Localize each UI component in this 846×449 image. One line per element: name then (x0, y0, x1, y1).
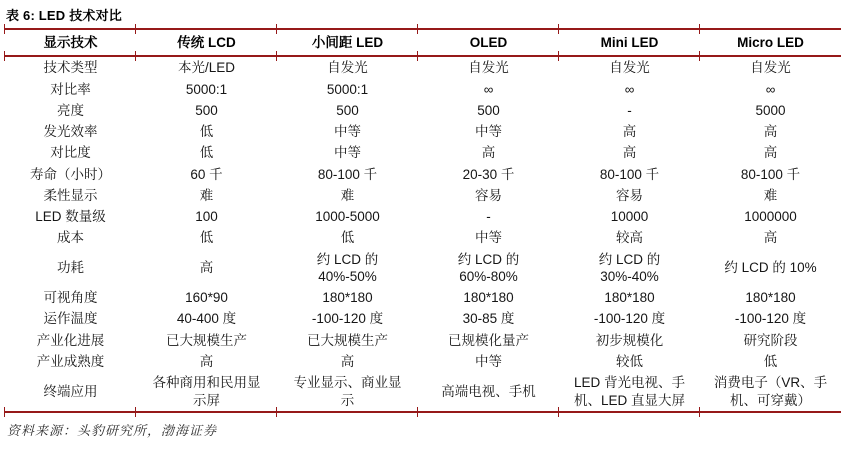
row-label: 运作温度 (43, 311, 98, 327)
table-cell: 160*90 (185, 290, 228, 306)
row-label: 成本 (57, 230, 84, 246)
table-cell: 约 LCD 的 30%-40% (598, 251, 661, 284)
table-cell: 较低 (616, 353, 643, 369)
table-row (5, 351, 841, 372)
table-row (5, 287, 841, 308)
table-cell: 高 (763, 124, 778, 140)
table-cell: 100 (195, 209, 218, 225)
table-cell: 难 (340, 187, 355, 203)
table-row (5, 206, 841, 227)
table-cell: 中等 (475, 124, 502, 140)
table-body (5, 56, 841, 412)
row-label: LED 数量级 (35, 209, 106, 225)
row-label: 产业成熟度 (36, 353, 105, 369)
column-header: OLED (418, 29, 559, 56)
column-header: 小间距 LED (277, 29, 418, 56)
row-label: 产业化进展 (36, 332, 105, 348)
table-cell: 高 (622, 145, 637, 161)
row-label: 寿命（小时） (30, 166, 111, 182)
table-row (5, 142, 841, 163)
table-cell: 自发光 (468, 60, 509, 76)
table-cell: 难 (199, 187, 214, 203)
table-cell: 80-100 千 (599, 166, 660, 182)
row-label: 对比度 (50, 145, 91, 161)
table-row (5, 330, 841, 351)
column-header: 传统 LCD (136, 29, 277, 56)
table-cell: 500 (195, 102, 218, 118)
table-cell: 各种商用和民用显示屏 (136, 372, 277, 412)
table-cell: 5000 (755, 102, 786, 118)
table-row (5, 372, 841, 412)
table-cell: 高 (622, 124, 637, 140)
table-cell: 20-30 千 (462, 166, 515, 182)
table-title: 表 6: LED 技术对比 (6, 8, 122, 23)
row-label: 技术类型 (43, 60, 98, 76)
table-cell: 中等 (475, 353, 502, 369)
table-cell: 40-400 度 (176, 311, 237, 327)
table-row (5, 249, 841, 288)
table-cell: 专业显示、商业显示 (277, 372, 418, 412)
table-cell: 自发光 (750, 60, 791, 76)
column-header: Micro LED (700, 29, 841, 56)
table-cell: 低 (340, 230, 355, 246)
table-cell: -100-120 度 (311, 311, 384, 327)
table-cell: - (486, 209, 491, 225)
table-cell: 低 (763, 353, 778, 369)
table-cell: 自发光 (609, 60, 650, 76)
table-cell: 中等 (334, 124, 361, 140)
table-cell: 难 (763, 187, 778, 203)
column-header: Mini LED (559, 29, 700, 56)
table-cell: 约 LCD 的 60%-80% (457, 251, 520, 284)
table-cell: 自发光 (327, 60, 368, 76)
table-cell: 本光/LED (177, 60, 235, 76)
table-cell: 初步规模化 (595, 332, 664, 348)
table-header-row (5, 29, 841, 56)
table-cell: 容易 (475, 187, 502, 203)
table-cell: 高 (763, 230, 778, 246)
table-cell: 高 (199, 260, 214, 276)
table-cell: 80-100 千 (740, 166, 801, 182)
table-row (5, 227, 841, 248)
row-label: 可视角度 (43, 290, 98, 306)
table-cell: ∞ (765, 81, 776, 97)
table-cell: 低 (199, 145, 214, 161)
table-cell: 180*180 (745, 290, 796, 306)
row-label: 发光效率 (43, 124, 98, 140)
table-cell: 低 (199, 230, 214, 246)
table-cell: 已大规模生产 (307, 332, 388, 348)
table-cell: 高 (763, 145, 778, 161)
table-cell: 容易 (616, 187, 643, 203)
table-cell: 高 (199, 353, 214, 369)
table-cell: 高端电视、手机 (418, 372, 559, 412)
table-cell: 低 (199, 124, 214, 140)
table-cell: 已大规模生产 (166, 332, 247, 348)
table-cell: 10000 (610, 209, 649, 225)
table-cell: 中等 (475, 230, 502, 246)
table-cell: 180*180 (604, 290, 655, 306)
table-cell: 高 (340, 353, 355, 369)
table-cell: 消费电子（VR、手机、可穿戴） (700, 372, 841, 412)
table-cell: 较高 (616, 230, 643, 246)
table-row (5, 56, 841, 78)
table-cell: 30-85 度 (462, 311, 515, 327)
table-row (5, 100, 841, 121)
table-cell: 500 (336, 102, 359, 118)
table-cell: 1000000 (744, 209, 797, 225)
row-label: 对比率 (50, 81, 91, 97)
table-cell: 500 (477, 102, 500, 118)
table-cell: 中等 (334, 145, 361, 161)
table-row (5, 164, 841, 185)
table-cell: 已规模化量产 (448, 332, 529, 348)
table-cell: - (627, 102, 632, 118)
table-cell: 约 LCD 的 10% (724, 260, 817, 276)
table-cell: 5000:1 (326, 81, 369, 97)
table-cell: ∞ (483, 81, 494, 97)
row-label: 柔性显示 (43, 187, 98, 203)
table-row (5, 79, 841, 100)
table-cell: 1000-5000 (315, 209, 380, 225)
table-cell: ∞ (624, 81, 635, 97)
table-cell: 180*180 (463, 290, 514, 306)
table-cell: 60 千 (190, 166, 223, 182)
source-note: 资料来源：头豹研究所，渤海证券 (7, 422, 218, 438)
table-cell: 研究阶段 (743, 332, 798, 348)
comparison-table (5, 28, 841, 413)
table-cell: LED 背光电视、手机、LED 直显大屏 (559, 372, 700, 412)
table-row (5, 185, 841, 206)
row-label: 亮度 (57, 102, 84, 118)
table-cell: -100-120 度 (734, 311, 807, 327)
table-cell: 5000:1 (185, 81, 228, 97)
table-cell: -100-120 度 (593, 311, 666, 327)
table-cell: 高 (481, 145, 496, 161)
row-label: 功耗 (57, 260, 84, 276)
column-header: 显示技术 (5, 29, 136, 56)
table-cell: 约 LCD 的 40%-50% (316, 251, 379, 284)
table-cell: 80-100 千 (317, 166, 378, 182)
table-row (5, 121, 841, 142)
row-label: 终端应用 (5, 372, 136, 412)
table-row (5, 308, 841, 329)
table-cell: 180*180 (322, 290, 373, 306)
